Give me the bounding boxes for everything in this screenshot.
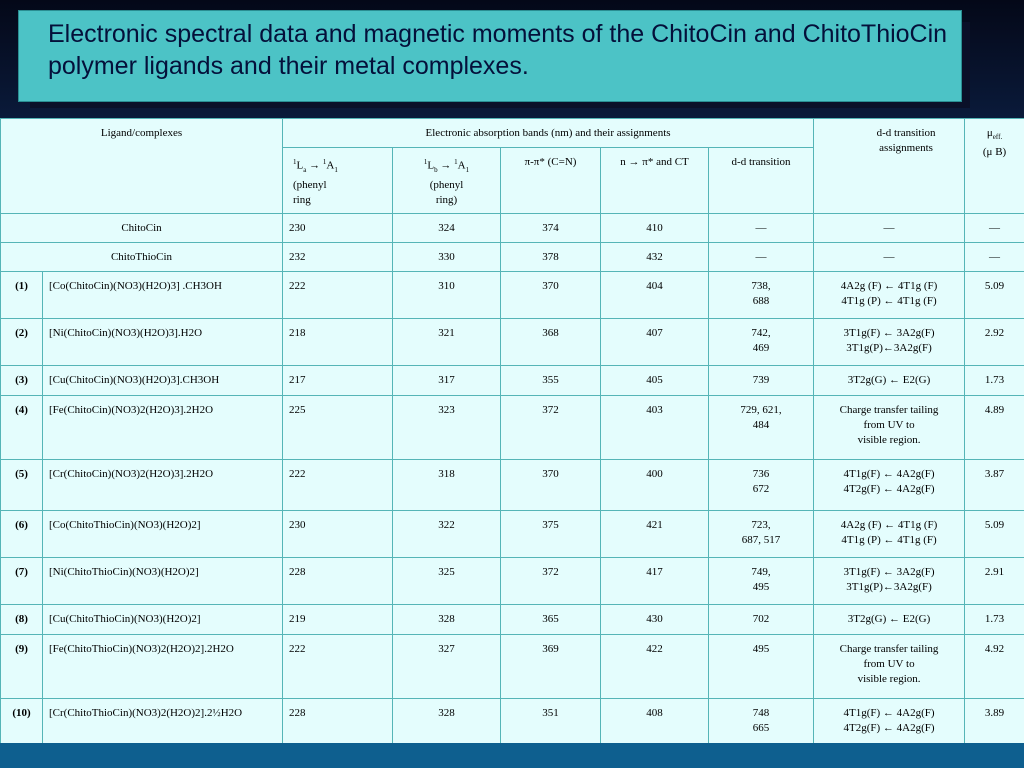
spectral-data-table bbox=[0, 118, 1024, 746]
band-4: 407 bbox=[601, 319, 709, 366]
band-4: 421 bbox=[601, 511, 709, 558]
dd-transition: 723, 687, 517 bbox=[709, 511, 814, 558]
complex-row bbox=[1, 319, 1024, 366]
dd-transition: 748 665 bbox=[709, 699, 814, 746]
complex-row bbox=[1, 272, 1024, 319]
complex-number: (2) bbox=[1, 319, 43, 366]
dd-assignment: 4A2g (F) ← 4T1g (F) 4T1g (P) ← 4T1g (F) bbox=[814, 511, 965, 558]
band-4: 432 bbox=[601, 243, 709, 272]
header-dd-assignments: d-d transition assignments bbox=[814, 119, 965, 214]
dd-assignment: — bbox=[814, 243, 965, 272]
mu-eff: 3.89 bbox=[965, 699, 1024, 746]
dd-assignment: 4T1g(F) ← 4A2g(F) 4T2g(F) ← 4A2g(F) bbox=[814, 699, 965, 746]
band-1: 222 bbox=[283, 635, 393, 699]
band-1: 222 bbox=[283, 272, 393, 319]
complex-row bbox=[1, 460, 1024, 511]
ligand-name: ChitoThioCin bbox=[1, 243, 283, 272]
subheader-la: $^1L_a \to ^1A_1$ (phenyl ring bbox=[283, 148, 393, 214]
complex-formula: [Cu(ChitoCin)(NO3)(H2O)3].CH3OH bbox=[43, 366, 283, 396]
band-3: 365 bbox=[501, 605, 601, 635]
mu-eff: 4.89 bbox=[965, 396, 1024, 460]
band-3: 378 bbox=[501, 243, 601, 272]
band-3: 369 bbox=[501, 635, 601, 699]
band-2: 323 bbox=[393, 396, 501, 460]
dd-transition: 736 672 bbox=[709, 460, 814, 511]
band-4: 410 bbox=[601, 214, 709, 243]
data-table-area bbox=[0, 118, 1024, 743]
band-1: 217 bbox=[283, 366, 393, 396]
complex-number: (8) bbox=[1, 605, 43, 635]
dd-assignment: 4T1g(F) ← 4A2g(F) 4T2g(F) ← 4A2g(F) bbox=[814, 460, 965, 511]
dd-transition: 742, 469 bbox=[709, 319, 814, 366]
complex-formula: [Co(ChitoCin)(NO3)(H2O)3] .CH3OH bbox=[43, 272, 283, 319]
band-2: 310 bbox=[393, 272, 501, 319]
dd-assignment: 4A2g (F) ← 4T1g (F) 4T1g (P) ← 4T1g (F) bbox=[814, 272, 965, 319]
slide-title: Electronic spectral data and magnetic moments of the ChitoCin and ChitoThioCin polymer ligands and their metal complexes. bbox=[48, 20, 948, 80]
complex-formula: [Cr(ChitoCin)(NO3)2(H2O)3].2H2O bbox=[43, 460, 283, 511]
band-4: 403 bbox=[601, 396, 709, 460]
band-2: 330 bbox=[393, 243, 501, 272]
band-1: 230 bbox=[283, 214, 393, 243]
mu-eff: — bbox=[965, 214, 1024, 243]
band-4: 430 bbox=[601, 605, 709, 635]
dd-assignment: Charge transfer tailing from UV to visible region. bbox=[814, 635, 965, 699]
dd-assignment: 3T2g(G) ← E2(G) bbox=[814, 605, 965, 635]
mu-eff: 5.09 bbox=[965, 272, 1024, 319]
band-3: 368 bbox=[501, 319, 601, 366]
complex-number: (3) bbox=[1, 366, 43, 396]
subheader-pi-pi: π-π* (C=N) bbox=[501, 148, 601, 214]
complex-number: (4) bbox=[1, 396, 43, 460]
mu-eff: 5.09 bbox=[965, 511, 1024, 558]
mu-eff: 2.92 bbox=[965, 319, 1024, 366]
band-4: 405 bbox=[601, 366, 709, 396]
complex-formula: [Cu(ChitoThioCin)(NO3)(H2O)2] bbox=[43, 605, 283, 635]
band-3: 375 bbox=[501, 511, 601, 558]
dd-transition: 739 bbox=[709, 366, 814, 396]
dd-assignment: 3T2g(G) ← E2(G) bbox=[814, 366, 965, 396]
band-2: 324 bbox=[393, 214, 501, 243]
mu-eff: 3.87 bbox=[965, 460, 1024, 511]
complex-number: (7) bbox=[1, 558, 43, 605]
dd-assignment: 3T1g(F) ← 3A2g(F) 3T1g(P)←3A2g(F) bbox=[814, 319, 965, 366]
complex-row bbox=[1, 558, 1024, 605]
band-2: 317 bbox=[393, 366, 501, 396]
band-4: 422 bbox=[601, 635, 709, 699]
complex-number: (10) bbox=[1, 699, 43, 746]
complex-row bbox=[1, 396, 1024, 460]
dd-transition: 749, 495 bbox=[709, 558, 814, 605]
subheader-dd: d-d transition bbox=[709, 148, 814, 214]
header-bands: Electronic absorption bands (nm) and their assignments bbox=[283, 119, 814, 148]
complex-row bbox=[1, 635, 1024, 699]
band-2: 318 bbox=[393, 460, 501, 511]
band-4: 400 bbox=[601, 460, 709, 511]
dd-transition: — bbox=[709, 243, 814, 272]
complex-formula: [Cr(ChitoThioCin)(NO3)2(H2O)2].2½H2O bbox=[43, 699, 283, 746]
complex-row bbox=[1, 366, 1024, 396]
band-2: 322 bbox=[393, 511, 501, 558]
complex-row bbox=[1, 511, 1024, 558]
dd-transition: 738, 688 bbox=[709, 272, 814, 319]
band-3: 370 bbox=[501, 460, 601, 511]
band-3: 355 bbox=[501, 366, 601, 396]
complex-formula: [Ni(ChitoThioCin)(NO3)(H2O)2] bbox=[43, 558, 283, 605]
complex-formula: [Fe(ChitoThioCin)(NO3)2(H2O)2].2H2O bbox=[43, 635, 283, 699]
complex-formula: [Ni(ChitoCin)(NO3)(H2O)3].H2O bbox=[43, 319, 283, 366]
band-2: 325 bbox=[393, 558, 501, 605]
band-2: 328 bbox=[393, 605, 501, 635]
band-3: 351 bbox=[501, 699, 601, 746]
complex-number: (1) bbox=[1, 272, 43, 319]
dd-assignment: — bbox=[814, 214, 965, 243]
subheader-n-pi: n → π* and CT bbox=[601, 148, 709, 214]
band-2: 327 bbox=[393, 635, 501, 699]
mu-eff: — bbox=[965, 243, 1024, 272]
subheader-lb: $^1L_b \to ^1A_1$ (phenyl ring) bbox=[393, 148, 501, 214]
dd-transition: — bbox=[709, 214, 814, 243]
band-2: 328 bbox=[393, 699, 501, 746]
band-3: 374 bbox=[501, 214, 601, 243]
header-ligand: Ligand/complexes bbox=[1, 119, 283, 214]
band-1: 230 bbox=[283, 511, 393, 558]
band-3: 372 bbox=[501, 396, 601, 460]
band-1: 219 bbox=[283, 605, 393, 635]
complex-row bbox=[1, 699, 1024, 746]
band-1: 228 bbox=[283, 558, 393, 605]
complex-formula: [Fe(ChitoCin)(NO3)2(H2O)3].2H2O bbox=[43, 396, 283, 460]
dd-transition: 495 bbox=[709, 635, 814, 699]
ligand-row bbox=[1, 243, 1024, 272]
mu-eff: 2.91 bbox=[965, 558, 1024, 605]
band-4: 404 bbox=[601, 272, 709, 319]
band-1: 225 bbox=[283, 396, 393, 460]
bottom-bar bbox=[0, 743, 1024, 768]
band-4: 417 bbox=[601, 558, 709, 605]
dd-assignment: 3T1g(F) ← 3A2g(F) 3T1g(P)←3A2g(F) bbox=[814, 558, 965, 605]
mu-eff: 1.73 bbox=[965, 366, 1024, 396]
mu-eff: 4.92 bbox=[965, 635, 1024, 699]
mu-eff: 1.73 bbox=[965, 605, 1024, 635]
dd-transition: 702 bbox=[709, 605, 814, 635]
header-mu-eff: $\mu_{eff.}$ (μ B) bbox=[965, 119, 1024, 214]
complex-number: (5) bbox=[1, 460, 43, 511]
complex-row bbox=[1, 605, 1024, 635]
ligand-name: ChitoCin bbox=[1, 214, 283, 243]
complex-number: (6) bbox=[1, 511, 43, 558]
band-2: 321 bbox=[393, 319, 501, 366]
band-4: 408 bbox=[601, 699, 709, 746]
band-1: 218 bbox=[283, 319, 393, 366]
band-1: 222 bbox=[283, 460, 393, 511]
dd-assignment: Charge transfer tailing from UV to visible region. bbox=[814, 396, 965, 460]
complex-formula: [Co(ChitoThioCin)(NO3)(H2O)2] bbox=[43, 511, 283, 558]
complex-number: (9) bbox=[1, 635, 43, 699]
ligand-row bbox=[1, 214, 1024, 243]
band-1: 228 bbox=[283, 699, 393, 746]
band-3: 370 bbox=[501, 272, 601, 319]
dd-transition: 729, 621, 484 bbox=[709, 396, 814, 460]
band-1: 232 bbox=[283, 243, 393, 272]
band-3: 372 bbox=[501, 558, 601, 605]
